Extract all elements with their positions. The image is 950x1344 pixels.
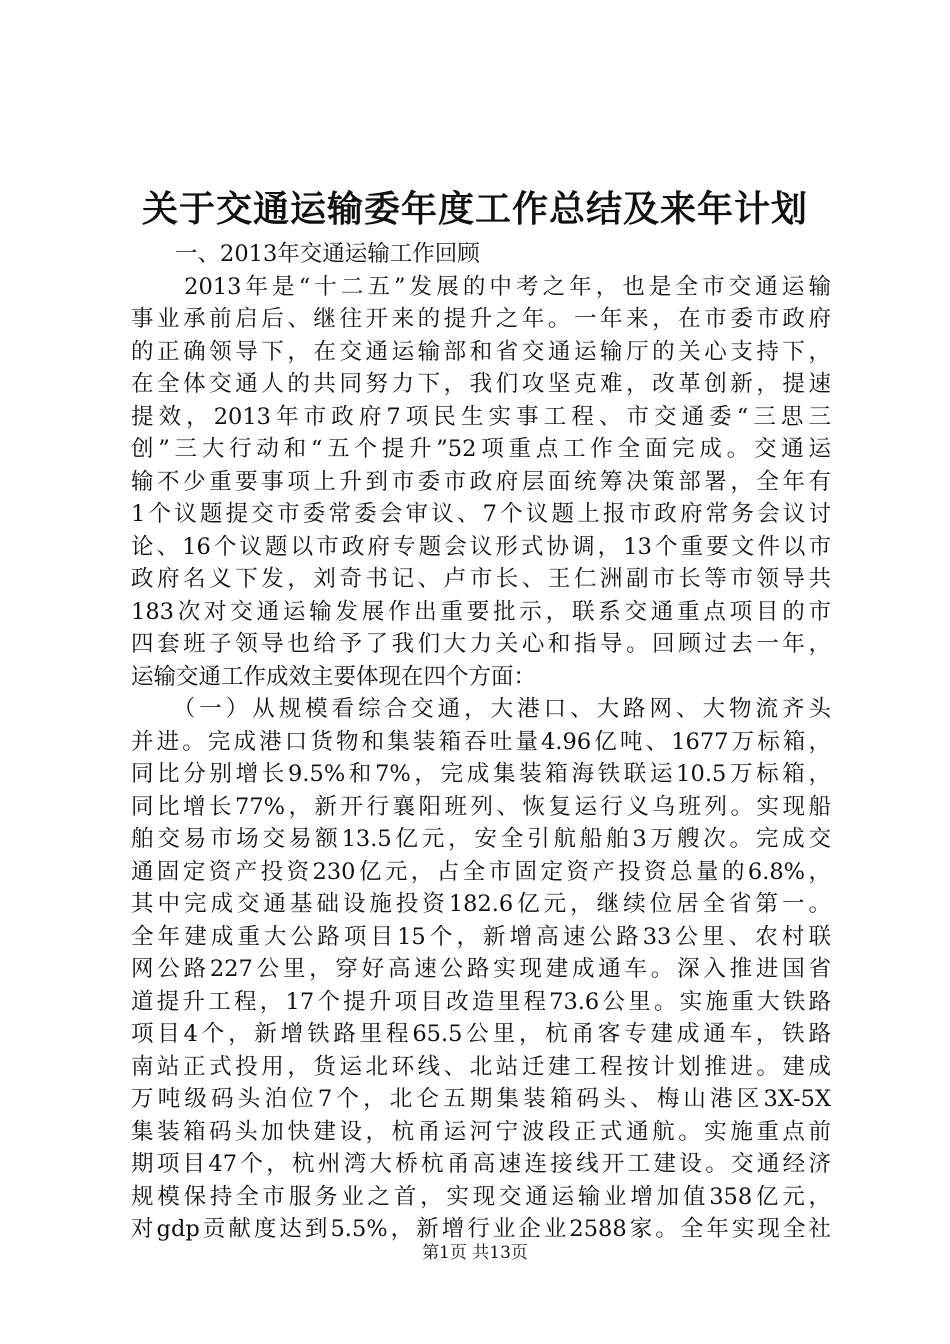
section-heading: 一、2013年交通运输工作回顾 xyxy=(175,241,480,267)
body-line: 创”三大行动和“五个提升”52项重点工作全面完成。交通运 xyxy=(131,436,831,462)
body-line: 在全体交通人的共同努力下，我们攻坚克难，改革创新，提速 xyxy=(131,371,831,397)
body-line: 规模保持全市服务业之首，实现交通运输业增加值358亿元， xyxy=(131,1183,831,1210)
body-line: 期项目47个，杭州湾大桥杭甬高速连接线开工建设。交通经济 xyxy=(131,1151,831,1177)
body-line: 输不少重要事项上升到市委市政府层面统筹决策部署，全年有 xyxy=(131,468,831,495)
body-line: 同比分别增长9.5%和7%，完成集装箱海铁联运10.5万标箱， xyxy=(131,761,831,787)
body-line: 并进。完成港口货物和集装箱吞吐量4.96亿吨、1677万标箱， xyxy=(131,728,831,755)
body-line: 运输交通工作成效主要体现在四个方面： xyxy=(131,663,537,690)
body-line: 四套班子领导也给予了我们大力关心和指导。回顾过去一年， xyxy=(131,631,831,657)
body-line: （一）从规模看综合交通，大港口、大路网、大物流齐头 xyxy=(131,696,831,722)
page-footer: 第1页 共13页 xyxy=(422,1243,528,1263)
body-line: 舶交易市场交易额13.5亿元，安全引航船舶3万艘次。完成交 xyxy=(131,826,831,852)
body-line: 论、16个议题以市政府专题会议形式协调，13个重要文件以市 xyxy=(131,533,831,560)
body-line: 项目4个，新增铁路里程65.5公里，杭甬客专建成通车，铁路 xyxy=(131,1021,831,1047)
body-line: 183次对交通运输发展作出重要批示，联系交通重点项目的市 xyxy=(131,598,831,625)
body-line: 1个议题提交市委常委会审议、7个议题上报市政府常务会议讨 xyxy=(131,501,831,527)
body-line: 网公路227公里，穿好高速公路实现建成通车。深入推进国省 xyxy=(131,956,831,982)
document-title: 关于交通运输委年度工作总结及来年计划 xyxy=(141,188,808,230)
body-line: 2013年是“十二五”发展的中考之年，也是全市交通运输 xyxy=(131,273,831,300)
body-line: 对gdp贡献度达到5.5%，新增行业企业2588家。全年实现全社 xyxy=(131,1216,831,1242)
document-body xyxy=(131,238,831,1246)
body-line: 通固定资产投资230亿元，占全市固定资产投资总量的6.8%， xyxy=(131,858,831,885)
body-line: 其中完成交通基础设施投资182.6亿元，继续位居全省第一。 xyxy=(131,891,831,917)
body-line: 提效，2013年市政府7项民生实事工程、市交通委“三思三 xyxy=(131,403,831,430)
body-line: 政府名义下发，刘奇书记、卢市长、王仁洲副市长等市领导共 xyxy=(131,566,831,592)
body-line: 万吨级码头泊位7个，北仑五期集装箱码头、梅山港区3X-5X xyxy=(131,1086,831,1112)
body-line: 全年建成重大公路项目15个，新增高速公路33公里、农村联 xyxy=(131,923,831,950)
body-line: 事业承前启后、继往开来的提升之年。一年来，在市委市政府 xyxy=(131,306,831,332)
body-line: 的正确领导下，在交通运输部和省交通运输厅的关心支持下， xyxy=(131,338,831,365)
body-line: 集装箱码头加快建设，杭甬运河宁波段正式通航。实施重点前 xyxy=(131,1118,831,1145)
body-line: 南站正式投用，货运北环线、北站迁建工程按计划推进。建成 xyxy=(131,1053,831,1080)
body-line: 同比增长77%，新开行襄阳班列、恢复运行义乌班列。实现船 xyxy=(131,793,831,820)
body-line: 道提升工程，17个提升项目改造里程73.6公里。实施重大铁路 xyxy=(131,988,831,1015)
